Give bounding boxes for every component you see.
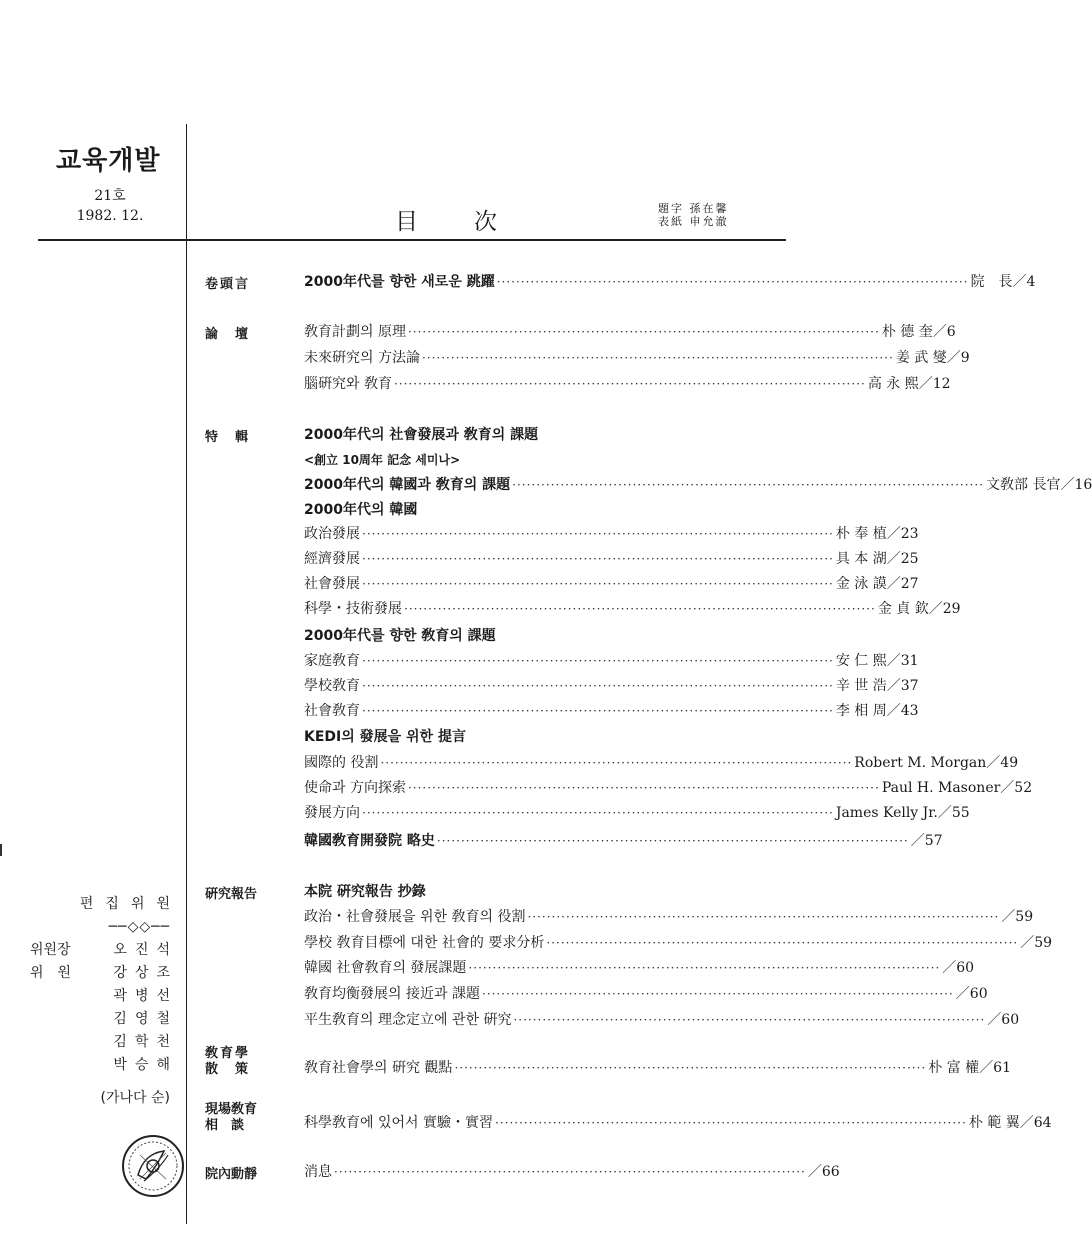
- entry-author: Paul H. Masoner／52: [881, 780, 1033, 796]
- toc-entry[interactable]: [304, 983, 988, 1007]
- toc-entry[interactable]: [304, 802, 970, 826]
- entry-author: 朴 奉 植／23: [835, 526, 919, 542]
- label-line: 相 談: [205, 1118, 245, 1133]
- toc-entry[interactable]: [304, 347, 970, 371]
- toc-entry[interactable]: [304, 548, 919, 572]
- member-name: 강상조: [113, 965, 178, 981]
- member-name: 오진석: [113, 942, 178, 958]
- toc-entry[interactable]: [304, 752, 1019, 776]
- board-caption: 편집위원: [79, 896, 182, 912]
- entry-author: ／66: [807, 1164, 840, 1180]
- toc-entry[interactable]: [304, 906, 1034, 930]
- entry-title: 政治發展: [304, 526, 360, 542]
- leader-dots: ··································································································: [362, 704, 834, 718]
- entry-title: 平生敎育의 理念定立에 관한 硏究: [304, 1012, 512, 1028]
- entry-author: 院 長／4: [970, 274, 1036, 290]
- entry-title: 政治・社會發展을 위한 敎育의 役割: [304, 909, 526, 925]
- toc-entry[interactable]: [304, 598, 961, 622]
- entry-author: James Kelly Jr.／55: [835, 805, 970, 821]
- issue-info: [50, 186, 170, 226]
- toc-entry[interactable]: [304, 700, 919, 724]
- toc-entry[interactable]: [304, 830, 943, 854]
- leader-dots: ··································································································: [362, 577, 834, 591]
- entry-author: 朴 富 權／61: [928, 1060, 1011, 1076]
- leader-dots: ··································································································: [362, 654, 834, 668]
- label-line: 現場敎育: [205, 1102, 258, 1117]
- toc-entry[interactable]: [304, 321, 956, 345]
- special-heading: 2000年代의 社會發展과 敎育의 課題: [304, 427, 539, 443]
- leader-dots: ··································································································: [512, 478, 984, 492]
- section-label-forum: 論 壇: [205, 327, 251, 342]
- entry-author: 金 貞 欽／29: [877, 601, 961, 617]
- issue-number: 21호: [94, 188, 126, 204]
- horizontal-divider: [38, 239, 786, 241]
- board-note: (가나다 순): [100, 1090, 170, 1106]
- member-name: 박승해: [113, 1057, 178, 1073]
- board-member: [30, 1008, 178, 1031]
- entry-title: 學校 敎育目標에 대한 社會的 要求分析: [304, 935, 545, 951]
- margin-mark: [0, 844, 2, 856]
- board-member: [30, 1031, 178, 1054]
- group-heading: 2000年代를 향한 敎育의 課題: [304, 628, 496, 644]
- section-label-special: 特 輯: [205, 430, 251, 445]
- toc-entry[interactable]: [304, 373, 951, 397]
- leader-dots: ··································································································: [496, 275, 969, 289]
- leader-dots: ··································································································: [362, 806, 834, 820]
- member-name: 김학천: [113, 1034, 178, 1050]
- entry-title: 腦硏究와 敎育: [304, 376, 392, 392]
- entry-author: ／60: [955, 986, 988, 1002]
- member-name: 김영철: [113, 1011, 178, 1027]
- entry-author: ／60: [987, 1012, 1020, 1028]
- leader-dots: ··································································································: [546, 936, 1019, 950]
- entry-author: 朴 德 奎／6: [881, 324, 956, 340]
- leader-dots: ··································································································: [407, 325, 880, 339]
- vertical-divider: [186, 124, 187, 1224]
- entry-author: 李 相 周／43: [835, 703, 919, 719]
- section-label-essay: [205, 1046, 285, 1078]
- member-name: 곽병선: [113, 988, 178, 1004]
- entry-title: 2000年代의 韓國과 敎育의 課題: [304, 477, 511, 493]
- group-heading: 2000年代의 韓國: [304, 502, 418, 518]
- entry-title: 韓國敎育開發院 略史: [304, 833, 435, 849]
- toc-entry[interactable]: [304, 957, 975, 981]
- leader-dots: ··································································································: [527, 910, 1000, 924]
- label-line: 散 策: [205, 1062, 251, 1077]
- editorial-board: [30, 893, 182, 1110]
- leader-dots: ··································································································: [407, 781, 880, 795]
- entry-author: 文敎部 長官／16: [986, 477, 1092, 493]
- entry-title: 經濟發展: [304, 551, 360, 567]
- section-label-research: 硏究報告: [205, 887, 258, 902]
- institute-emblem: [120, 1133, 186, 1199]
- magazine-logo: 교육개발: [56, 146, 161, 176]
- entry-author: ／57: [910, 833, 943, 849]
- entry-title: 未來硏究의 方法論: [304, 350, 420, 366]
- entry-title: 科學・技術發展: [304, 601, 402, 617]
- toc-entry[interactable]: [304, 777, 1033, 801]
- toc-entry[interactable]: [304, 1057, 1011, 1081]
- entry-title: 敎育計劃의 原理: [304, 324, 406, 340]
- page-title: 目次: [395, 209, 553, 235]
- entry-title: 科學敎育에 있어서 實驗・實習: [304, 1115, 493, 1131]
- leader-dots: ··································································································: [481, 987, 954, 1001]
- entry-title: 消息: [304, 1164, 332, 1180]
- leader-dots: ··································································································: [468, 961, 941, 975]
- entry-author: 高 永 熙／12: [867, 376, 951, 392]
- leader-dots: ··································································································: [393, 377, 866, 391]
- entry-title: 家庭敎育: [304, 653, 360, 669]
- entry-author: 姜 武 燮／9: [895, 350, 970, 366]
- board-member: [30, 985, 178, 1008]
- credit-cover: 表紙 申允澈: [658, 215, 729, 228]
- leader-dots: ··································································································: [362, 552, 834, 566]
- leader-dots: ··································································································: [436, 834, 909, 848]
- section-label-news: 院內動靜: [205, 1167, 258, 1182]
- entry-title: 使命과 方向探索: [304, 780, 406, 796]
- leader-dots: ··································································································: [454, 1061, 927, 1075]
- leader-dots: ··································································································: [513, 1013, 986, 1027]
- toc-entry[interactable]: [304, 675, 919, 699]
- entry-title: 2000年代를 향한 새로운 跳躍: [304, 274, 495, 290]
- toc-entry[interactable]: [304, 523, 919, 547]
- entry-title: 學校敎育: [304, 678, 360, 694]
- member-role: 위원장: [30, 942, 71, 958]
- entry-title: 敎育均衡發展의 接近과 課題: [304, 986, 480, 1002]
- label-line: 敎育學: [205, 1046, 251, 1061]
- entry-author: ／60: [942, 960, 975, 976]
- research-heading: 本院 硏究報告 抄錄: [304, 884, 426, 900]
- toc-entry[interactable]: [304, 932, 1053, 956]
- toc-entry[interactable]: [304, 1009, 1020, 1033]
- entry-author: ／59: [1001, 909, 1034, 925]
- leader-dots: ··································································································: [404, 602, 876, 616]
- entry-author: 金 泳 謨／27: [835, 576, 919, 592]
- leader-dots: ··································································································: [380, 756, 853, 770]
- credits: [658, 202, 778, 228]
- board-ornament: ──◇◇──: [108, 919, 170, 935]
- toc-entry[interactable]: [304, 573, 919, 597]
- leader-dots: ··································································································: [362, 527, 834, 541]
- section-label-foreword: 卷頭言: [205, 277, 251, 292]
- toc-entry[interactable]: [304, 474, 1092, 498]
- board-member: [30, 962, 178, 985]
- special-subheading: <創立 10周年 記念 세미나>: [304, 453, 461, 467]
- toc-entry[interactable]: [304, 271, 1036, 295]
- member-role: 위 원: [30, 965, 72, 981]
- entry-title: 發展方向: [304, 805, 360, 821]
- toc-entry[interactable]: [304, 650, 919, 674]
- entry-title: 社會敎育: [304, 703, 360, 719]
- issue-date: 1982. 12.: [76, 208, 144, 224]
- entry-author: 朴 範 翼／64: [968, 1115, 1052, 1131]
- entry-title: 韓國 社會敎育의 發展課題: [304, 960, 467, 976]
- entry-author: 安 仁 熙／31: [835, 653, 919, 669]
- leader-dots: ··································································································: [362, 679, 834, 693]
- entry-title: 敎育社會學의 硏究 觀點: [304, 1060, 453, 1076]
- section-label-consultation: [205, 1102, 285, 1134]
- entry-author: 具 本 湖／25: [835, 551, 919, 567]
- board-member: [30, 939, 178, 962]
- toc-entry[interactable]: [304, 1112, 1052, 1136]
- credit-calligraphy: 題字 孫在馨: [658, 202, 729, 215]
- leader-dots: ··································································································: [334, 1165, 806, 1179]
- entry-title: 社會發展: [304, 576, 360, 592]
- board-member: [30, 1054, 178, 1077]
- entry-author: ／59: [1020, 935, 1053, 951]
- entry-title: 國際的 役割: [304, 755, 379, 771]
- entry-author: Robert M. Morgan／49: [854, 755, 1019, 771]
- leader-dots: ··································································································: [495, 1116, 967, 1130]
- toc-entry[interactable]: [304, 1161, 840, 1185]
- leader-dots: ··································································································: [421, 351, 894, 365]
- entry-author: 辛 世 浩／37: [835, 678, 919, 694]
- group-heading: KEDI의 發展을 위한 提言: [304, 729, 466, 745]
